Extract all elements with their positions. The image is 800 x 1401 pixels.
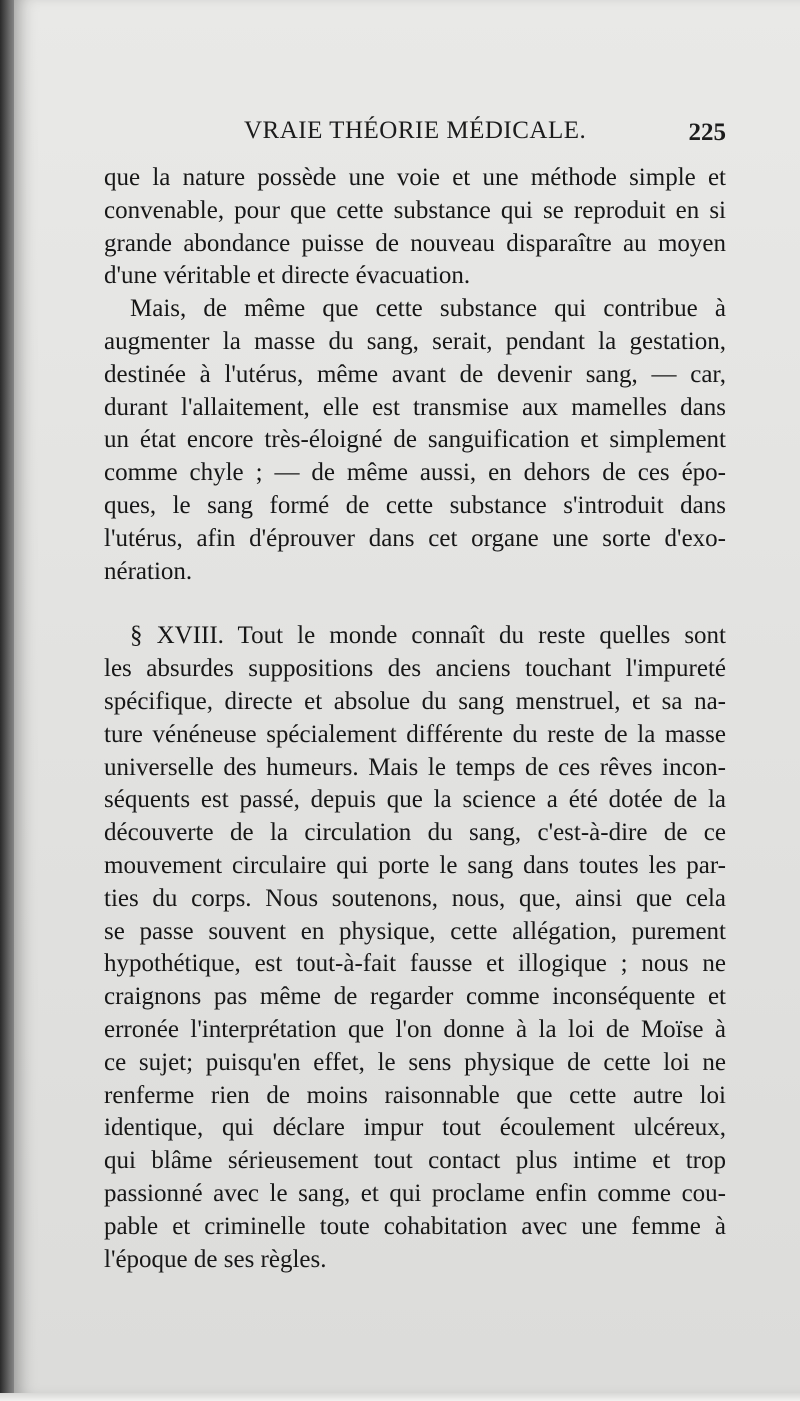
- text-line: passionné avec le sang, et qui proclame enfin comme cou-: [104, 1179, 726, 1207]
- text-line: les absurdes suppositions des anciens touchant l'impureté: [104, 655, 726, 683]
- text-line: qui blâme sérieusement tout contact plus intime et trop: [104, 1147, 726, 1175]
- page-header: [104, 117, 726, 151]
- text-line: spécifique, directe et absolue du sang menstruel, et sa na-: [104, 687, 726, 715]
- paragraph-1: [104, 162, 726, 293]
- text-line: destinée à l'utérus, même avant de devenir sang, — car,: [104, 360, 726, 388]
- text-line: ture vénéneuse spécialement différente du reste de la masse: [104, 720, 726, 748]
- text-line: identique, qui déclare impur tout écoulement ulcéreux,: [104, 1114, 726, 1142]
- text-line: ties du corps. Nous soutenons, nous, que, ainsi que cela: [104, 884, 726, 912]
- text-line: erronée l'interprétation que l'on donne à la loi de Moïse à: [104, 1015, 726, 1043]
- text-line: l'utérus, afin d'éprouver dans cet organe une sorte d'exo-: [104, 524, 726, 552]
- page-body: [104, 162, 726, 1276]
- text-line: se passe souvent en physique, cette allégation, purement: [104, 917, 726, 945]
- text-line: hypothétique, est tout-à-fait fausse et illogique ; nous ne: [104, 950, 726, 978]
- section-gap: [104, 588, 726, 620]
- text-line: comme chyle ; — de même aussi, en dehors de ces épo-: [104, 459, 726, 487]
- text-line: un état encore très-éloigné de sanguification et simplement: [104, 426, 726, 454]
- text-line: universelle des humeurs. Mais le temps de ces rêves incon-: [104, 753, 726, 781]
- text-line: durant l'allaitement, elle est transmise aux mamelles dans: [104, 393, 726, 421]
- text-line: d'une véritable et directe évacuation.: [104, 262, 471, 290]
- text-line: renferme rien de moins raisonnable que cette autre loi: [104, 1081, 726, 1109]
- running-title: VRAIE THÉORIE MÉDICALE.: [244, 117, 587, 144]
- paragraph-3: [104, 620, 726, 1276]
- text-line: ques, le sang formé de cette substance s'introduit dans: [104, 491, 726, 519]
- text-line: mouvement circulaire qui porte le sang dans toutes les par-: [104, 851, 726, 879]
- paragraph-2: [104, 293, 726, 588]
- text-line: l'époque de ses règles.: [104, 1245, 327, 1273]
- text-line: § XVIII. Tout le monde connaît du reste quelles sont: [130, 622, 726, 650]
- text-line: convenable, pour que cette substance qui se reproduit en si: [104, 196, 726, 224]
- text-line: séquents est passé, depuis que la science a été dotée de la: [104, 786, 726, 814]
- text-line: que la nature possède une voie et une méthode simple et: [104, 164, 726, 191]
- text-line: ce sujet; puisqu'en effet, le sens physique de cette loi ne: [104, 1048, 726, 1076]
- text-line: augmenter la masse du sang, serait, pendant la gestation,: [104, 327, 726, 355]
- text-line: Mais, de même que cette substance qui contribue à: [130, 295, 726, 323]
- page-bottom-edge: [0, 1393, 800, 1401]
- page-number: 225: [688, 119, 726, 146]
- text-line: pable et criminelle toute cohabitation avec une femme à: [104, 1212, 726, 1240]
- text-line: nération.: [104, 557, 193, 585]
- text-line: craignons pas même de regarder comme inconséquente et: [104, 983, 726, 1011]
- text-line: découverte de la circulation du sang, c'est-à-dire de ce: [104, 819, 726, 847]
- text-line: grande abondance puisse de nouveau disparaître au moyen: [104, 229, 726, 257]
